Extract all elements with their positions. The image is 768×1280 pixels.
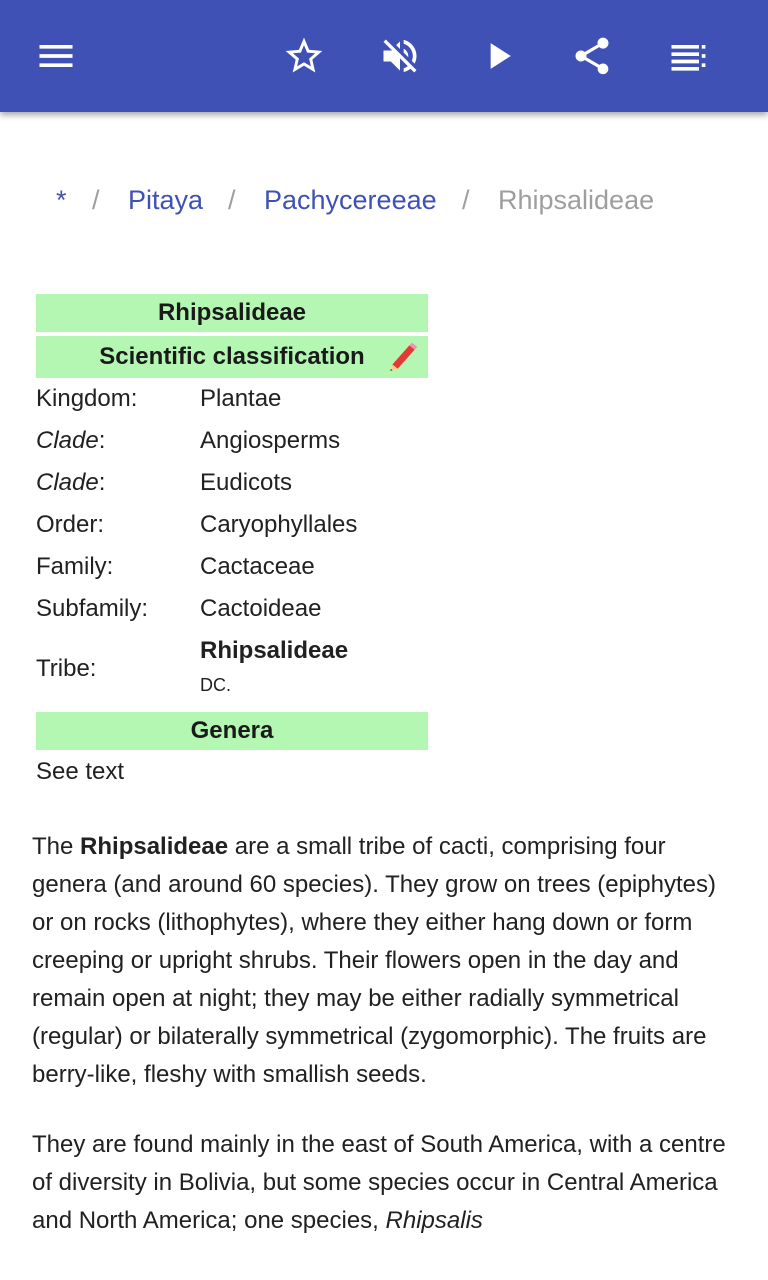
hamburger-menu-icon [34,34,78,78]
tribe-authority: DC. [200,675,231,695]
article-paragraph: The Rhipsalideae are a small tribe of cacti, comprising four genera (and around 60 species). They grow on trees (epiphytes) or on rocks (lithophytes), where they either hang down or form creeping or upright shrubs. Their flowers open in the day and remain open at night; they may be either radially symmetrical (regular) or bilaterally symmetrical (zygomorphic). The fruits are berry-like, fleshy with smallish seeds. [32,833,716,1088]
article-paragraph: They are found mainly in the east of South America, with a centre of diversity in Bolivia, but some species occur in Central America and North America; one species, Rhipsalis [32,1131,726,1234]
breadcrumb-home-link[interactable]: * [56,185,67,215]
taxobox-row-subfamily [36,588,428,630]
taxobox-row-kingdom [36,378,428,420]
mute-button[interactable] [372,28,428,84]
breadcrumb-separator: / [92,185,100,215]
subfamily-label: Subfamily: [36,595,149,622]
play-button[interactable] [470,28,526,84]
volume-off-icon [378,34,422,78]
share-button[interactable] [564,28,620,84]
clade-label: Clade: [36,427,106,454]
breadcrumb-link-pachycereeae[interactable]: Pachycereeae [264,185,437,215]
taxobox-title: Rhipsalideae [36,294,428,332]
genera-header: Genera [36,712,428,750]
play-icon [476,34,520,78]
favorite-button[interactable] [276,28,332,84]
order-value: Caryophyllales [200,511,358,538]
taxobox-row-clade [36,420,428,462]
kingdom-value: Plantae [200,385,282,412]
article-body [32,828,732,1272]
tribe-name: Rhipsalideae [200,637,349,664]
table-of-contents-button[interactable] [660,28,716,84]
family-label: Family: [36,553,114,580]
genera-value: See text [36,758,125,785]
breadcrumb [0,178,768,222]
subfamily-value: Cactoideae [200,595,322,622]
tribe-label: Tribe: [36,655,97,682]
breadcrumb-separator: / [228,185,236,215]
list-icon [666,34,710,78]
clade-label: Clade: [36,469,106,496]
taxobox-row-family [36,546,428,588]
clade-value: Angiosperms [200,427,341,454]
menu-button[interactable] [28,28,84,84]
taxobox-row-tribe [36,630,428,708]
order-label: Order: [36,511,105,538]
taxobox-row-clade [36,462,428,504]
family-value: Cactaceae [200,553,315,580]
article-term-bold: Rhipsalideae [80,833,229,860]
taxobox [36,294,428,794]
share-icon [570,34,614,78]
breadcrumb-current-page: Rhipsalideae [498,185,655,215]
breadcrumb-separator: / [462,185,470,215]
scientific-classification-header [36,336,428,378]
kingdom-label: Kingdom: [36,385,138,412]
article-term-italic: Rhipsalis [385,1207,483,1234]
app-toolbar [0,0,768,112]
pencil-edit-icon[interactable] [386,339,420,373]
clade-value: Eudicots [200,469,293,496]
breadcrumb-link-pitaya[interactable]: Pitaya [128,185,204,215]
taxobox-row-order [36,504,428,546]
scientific-classification-label: Scientific classification [99,343,365,370]
star-outline-icon [282,34,326,78]
